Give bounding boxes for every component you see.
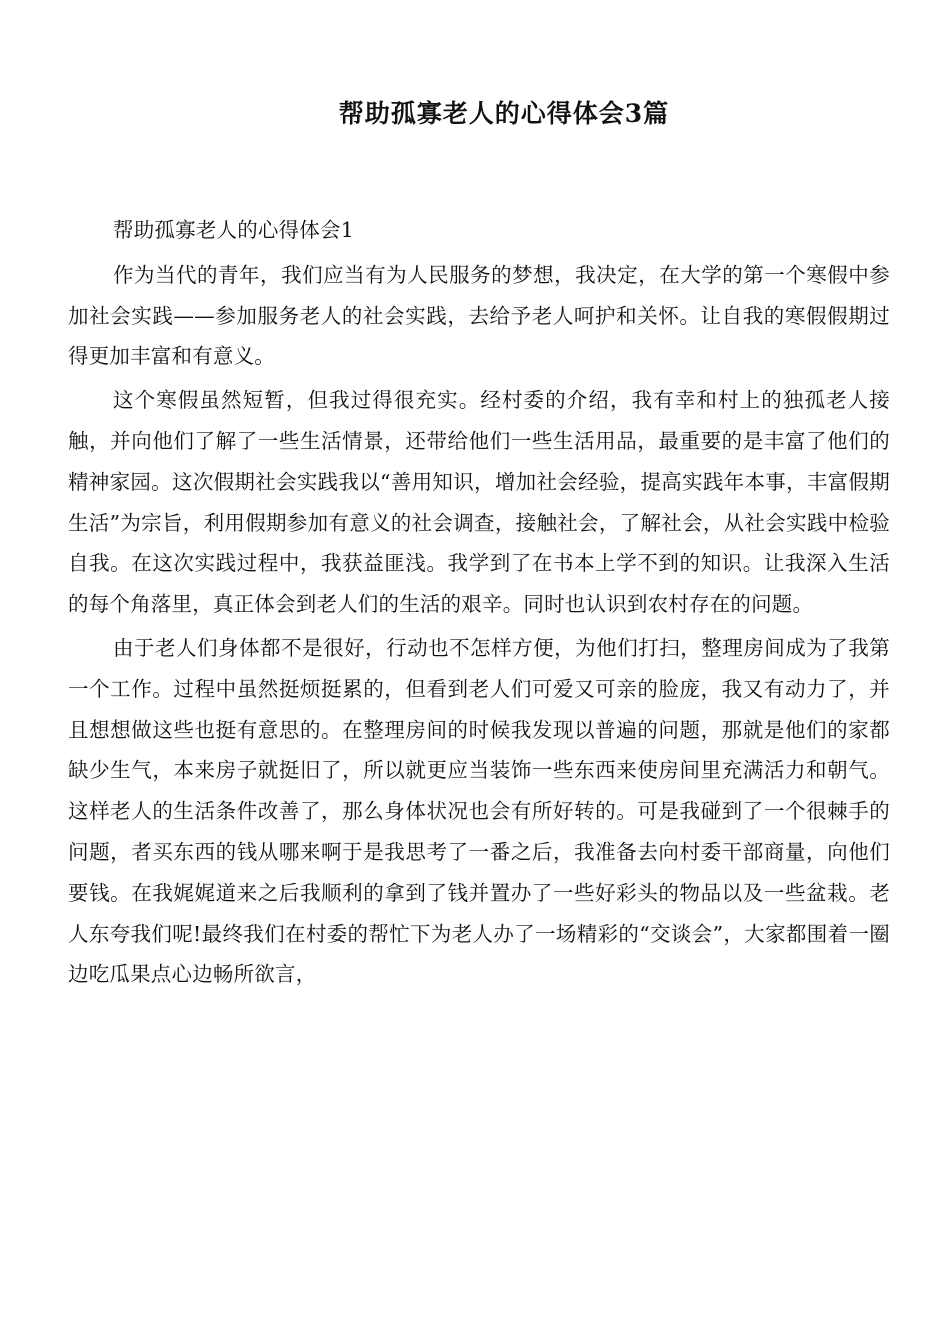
- section-heading: 帮助孤寡老人的心得体会1: [113, 218, 354, 242]
- document-title: 帮助孤寡老人的心得体会3篇: [338, 99, 670, 128]
- paragraph: 由于老人们身体都不是很好，行动也不怎样方便，为他们打扫，整理房间成为了我第一个工作。过程中虽然挺烦挺累的，但看到老人们可爱又可亲的脸庞，我又有动力了，并且想想做这些也挺有意思的。在整理房间的时候我发现以普遍的问题，那就是他们的家都缺少生气，本来房子就挺旧了，所以就更应当装饰一些东西来使房间里充满活力和朝气。这样老人的生活条件改善了，那么身体状况也会有所好转的。可是我碰到了一个很棘手的问题，者买东西的钱从哪来啊于是我思考了一番之后，我准备去向村委干部商量，向他们要钱。在我娓娓道来之后我顺利的拿到了钱并置办了一些好彩头的物品以及一些盆栽。老人东夸我们呢!最终我们在村委的帮忙下为老人办了一场精彩的“交谈会”，大家都围着一圈边吃瓜果点心边畅所欲言，: [68, 635, 890, 987]
- document-body: [68, 210, 890, 998]
- paragraph: 作为当代的青年，我们应当有为人民服务的梦想，我决定，在大学的第一个寒假中参加社会实践——参加服务老人的社会实践，去给予老人呵护和关怀。让自我的寒假假期过得更加丰富和有意义。: [68, 262, 890, 369]
- paragraph: 这个寒假虽然短暂，但我过得很充实。经村委的介绍，我有幸和村上的独孤老人接触，并向他们了解了一些生活情景，还带给他们一些生活用品，最重要的是丰富了他们的精神家园。这次假期社会实践我以“善用知识，增加社会经验，提高实践年本事，丰富假期生活”为宗旨，利用假期参加有意义的社会调查，接触社会，了解社会，从社会实践中检验自我。在这次实践过程中，我获益匪浅。我学到了在书本上学不到的知识。让我深入生活的每个角落里，真正体会到老人们的生活的艰辛。同时也认识到农村存在的问题。: [68, 388, 890, 617]
